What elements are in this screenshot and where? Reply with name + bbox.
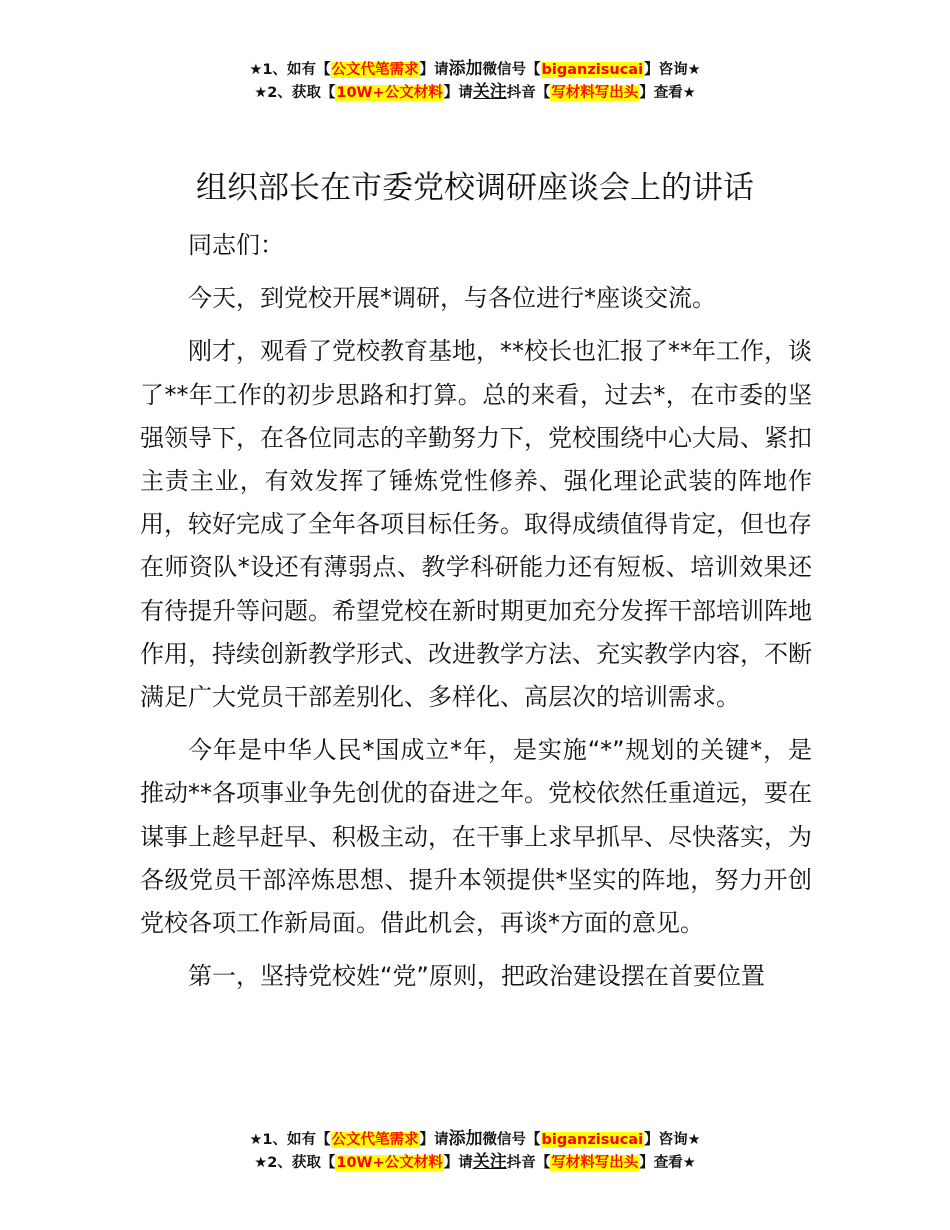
- banner-text: 】咨询★: [644, 1132, 701, 1148]
- banner-line-2: [0, 81, 950, 104]
- banner-highlight: 写材料写出头: [551, 85, 639, 101]
- banner-text: 微信号【: [482, 1132, 541, 1148]
- salutation: 同志们：: [188, 231, 284, 259]
- banner-highlight: 公文代笔需求: [331, 1132, 419, 1148]
- banner-text: 】咨询★: [644, 62, 701, 78]
- paragraph: 刚才，观看了党校教育基地，**校长也汇报了**年工作，谈了**年工作的初步思路和打算。总的来看，过去*，在市委的坚强领导下，在各位同志的辛勤努力下，党校围绕中心大局、紧扣主责主业，有效发挥了锤炼党性修养、强化理论武装的阵地作用，较好完成了全年各项目标任务。取得成绩值得肯定，但也存在师资队*设还有薄弱点、教学科研能力还有短板、培训效果还有待提升等问题。希望党校在新时期更加充分发挥干部培训阵地作用，持续创新教学形式、改进教学方法、充实教学内容，不断满足广大党员干部差别化、多样化、高层次的培训需求。: [140, 337, 812, 712]
- banner-emphasis: 关注: [472, 1152, 507, 1172]
- banner-text: ★2、获取【: [254, 1155, 336, 1171]
- banner-highlight: 写材料写出头: [551, 1155, 639, 1171]
- document-title: 组织部长在市委党校调研座谈会上的讲话: [196, 170, 754, 206]
- banner-emphasis: 关注: [472, 82, 507, 102]
- banner-text: 微信号【: [482, 62, 541, 78]
- banner-emphasis: 添加: [448, 1129, 483, 1149]
- banner-text: 】请: [443, 85, 473, 101]
- banner-text: 】请: [419, 62, 449, 78]
- banner-text: 】请: [443, 1155, 473, 1171]
- banner-line-2: [0, 1151, 950, 1174]
- banner-text: 抖音【: [506, 85, 551, 101]
- banner-text: ★1、如有【: [249, 1132, 331, 1148]
- banner-highlight: biganzisucai: [541, 1132, 644, 1148]
- banner-text: 抖音【: [506, 1155, 551, 1171]
- banner-emphasis: 添加: [448, 59, 483, 79]
- bottom-banner: [0, 1128, 950, 1174]
- banner-highlight: biganzisucai: [541, 62, 644, 78]
- banner-text: ★1、如有【: [249, 62, 331, 78]
- banner-highlight: 10W+公文材料: [336, 1155, 443, 1171]
- banner-line-1: [0, 1128, 950, 1151]
- document-body: [140, 224, 812, 998]
- banner-text: 】查看★: [639, 1155, 696, 1171]
- section-heading: 第一，坚持党校姓“党”原则，把政治建设摆在首要位置: [188, 962, 765, 991]
- paragraph: 今年是中华人民*国成立*年，是实施“*”规划的关键*，是推动**各项事业争先创优的奋进之年。党校依然任重道远，要在谋事上趁早赶早、积极主动，在干事上求早抓早、尽快落实，为各级党员干部淬炼思想、提升本领提供*坚实的阵地，努力开创党校各项工作新局面。借此机会，再谈*方面的意见。: [140, 736, 812, 938]
- banner-highlight: 公文代笔需求: [331, 62, 419, 78]
- banner-highlight: 10W+公文材料: [336, 85, 443, 101]
- top-banner: [0, 58, 950, 104]
- banner-text: ★2、获取【: [254, 85, 336, 101]
- banner-text: 】查看★: [639, 85, 696, 101]
- paragraph: 今天，到党校开展*调研，与各位进行*座谈交流。: [188, 284, 716, 313]
- banner-text: 】请: [419, 1132, 449, 1148]
- banner-line-1: [0, 58, 950, 81]
